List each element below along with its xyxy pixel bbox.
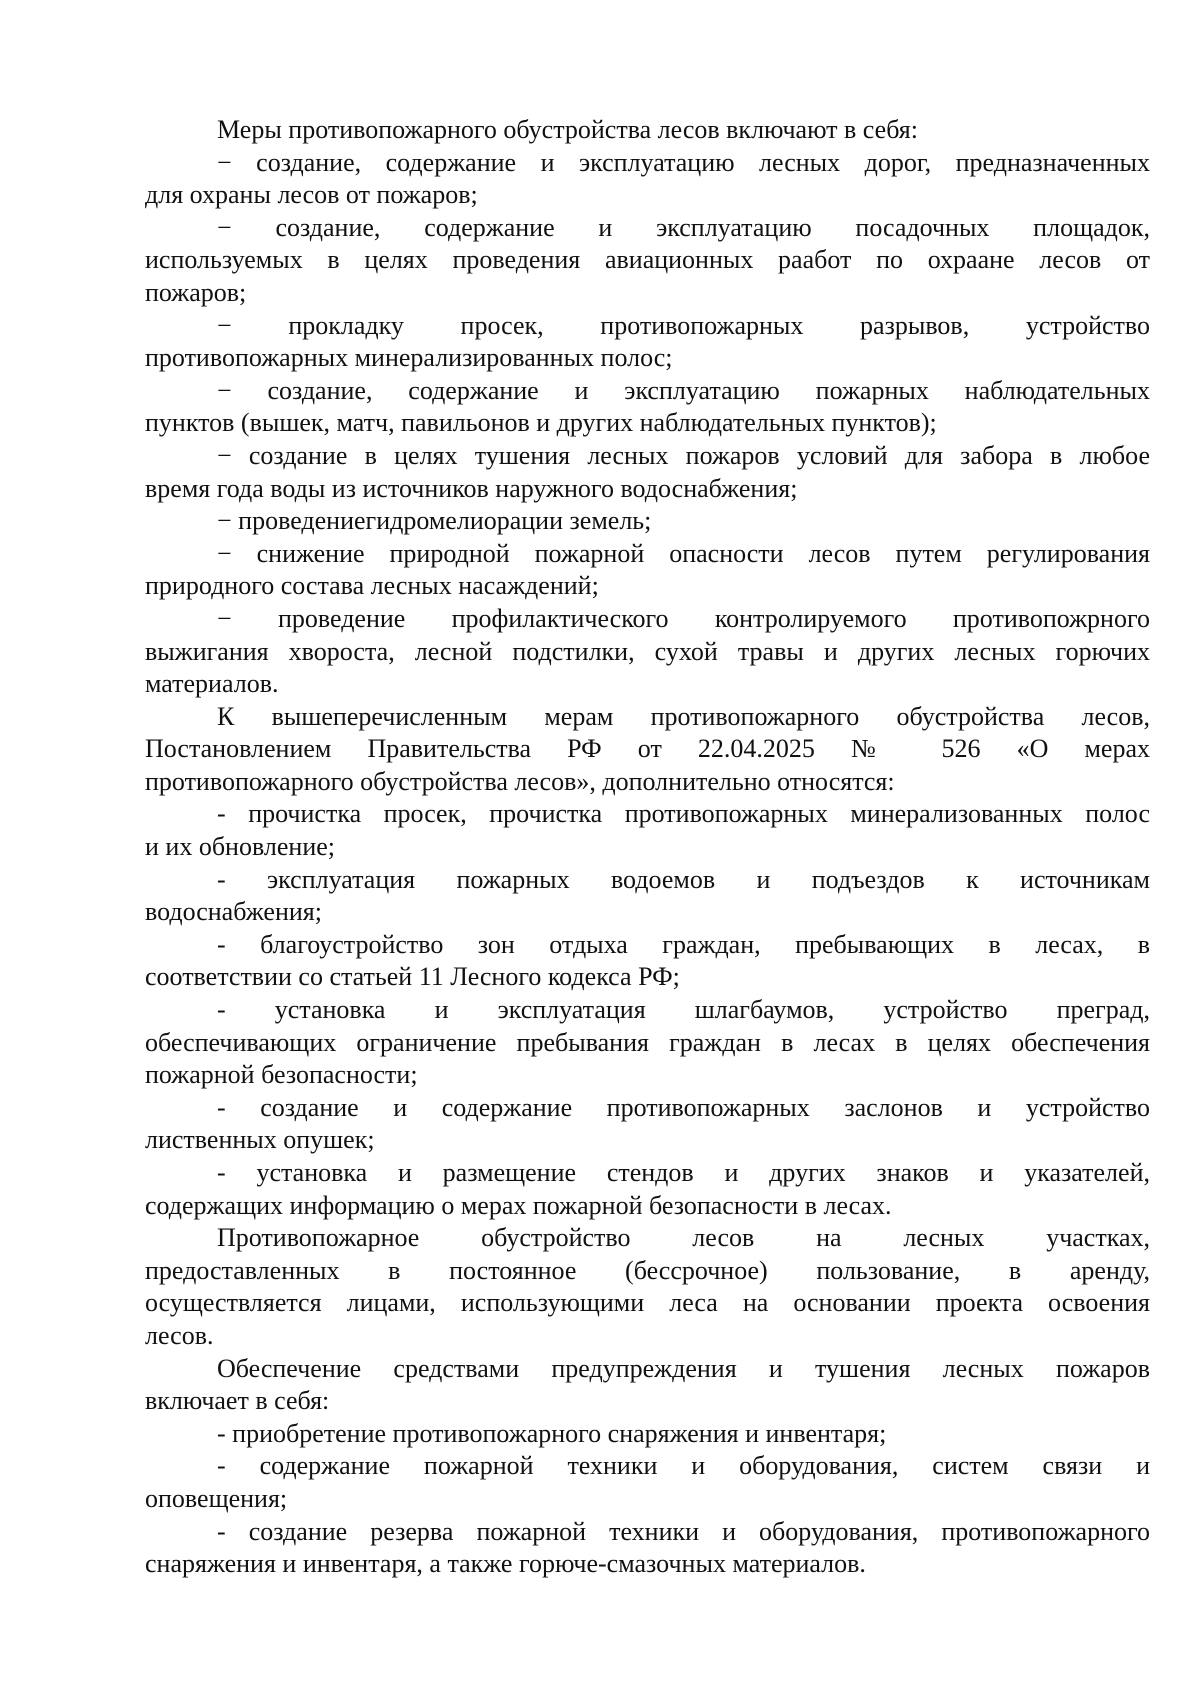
text-line: Обеспечение средствами предупреждения и тушения лесных пожаров bbox=[217, 1353, 1150, 1383]
text-line: - создание и содержание противопожарных заслонов и устройство bbox=[217, 1092, 1150, 1122]
text-line: пожаров; bbox=[145, 277, 247, 307]
text-line: для охраны лесов от пожаров; bbox=[145, 180, 478, 210]
text-line: время года воды из источников наружного водоснабжения; bbox=[145, 473, 798, 503]
text-line: Постановлением Правительства РФ от 22.04.2025 № 526 «О мерах bbox=[145, 734, 1150, 764]
text-line: - благоустройство зон отдыха граждан, пребывающих в лесах, в bbox=[217, 929, 1150, 959]
document-body bbox=[145, 114, 1150, 1581]
text-line: обеспечивающих ограничение пребывания граждан в лесах в целях обеспечения bbox=[145, 1027, 1150, 1057]
text-line: - создание резерва пожарной техники и оборудования, противопожарного bbox=[217, 1516, 1150, 1546]
text-line: - установка и эксплуатация шлагбаумов, устройство преград, bbox=[217, 995, 1150, 1025]
text-line: - содержание пожарной техники и оборудования, систем связи и bbox=[217, 1451, 1150, 1481]
text-line: − создание, содержание и эксплуатацию лесных дорог, предназначенных bbox=[217, 147, 1150, 177]
text-line: лиственных опушек; bbox=[145, 1125, 375, 1155]
text-line: соответствии со статьей 11 Лесного кодекса РФ; bbox=[145, 962, 680, 992]
text-line: осуществляется лицами, использующими леса на основании проекта освоения bbox=[145, 1288, 1150, 1318]
text-line: пунктов (вышек, матч, павильонов и других наблюдательных пунктов); bbox=[145, 408, 937, 438]
text-line: используемых в целях проведения авиационных раабот по охраане лесов от bbox=[145, 245, 1150, 275]
text-line: снаряжения и инвентаря, а также горюче-смазочных материалов. bbox=[145, 1549, 866, 1579]
text-line: противопожарных минерализированных полос; bbox=[145, 343, 673, 373]
text-line: К вышеперечисленным мерам противопожарного обустройства лесов, bbox=[217, 701, 1150, 731]
text-line: - установка и размещение стендов и других знаков и указателей, bbox=[217, 1158, 1150, 1187]
text-line: предоставленных в постоянное (бессрочное) пользование, в аренду, bbox=[145, 1255, 1150, 1285]
text-line: − проведение профилактического контролируемого противопожрного bbox=[217, 603, 1150, 633]
text-line: - эксплуатация пожарных водоемов и подъездов к источникам bbox=[217, 864, 1150, 894]
text-line: включает в себя: bbox=[145, 1386, 330, 1416]
text-line: − прокладку просек, противопожарных разрывов, устройство bbox=[217, 310, 1150, 340]
text-line: пожарной безопасности; bbox=[145, 1060, 418, 1090]
text-line: − создание в целях тушения лесных пожаров условий для забора в любое bbox=[217, 440, 1150, 470]
text-line: - прочистка просек, прочистка противопожарных минерализованных полос bbox=[217, 799, 1150, 829]
text-line: − создание, содержание и эксплуатацию посадочных площадок, bbox=[217, 212, 1150, 242]
text-line: материалов. bbox=[145, 669, 279, 699]
text-line: Меры противопожарного обустройства лесов включают в себя: bbox=[217, 115, 918, 144]
text-line: − снижение природной пожарной опасности лесов путем регулирования bbox=[217, 538, 1150, 568]
text-line: природного состава лесных насаждений; bbox=[145, 571, 599, 601]
text-line: лесов. bbox=[145, 1320, 214, 1350]
text-line: противопожарного обустройства лесов», дополнительно относятся: bbox=[145, 766, 895, 796]
text-line: содержащих информацию о мерах пожарной безопасности в лесах. bbox=[145, 1190, 892, 1220]
text-line: водоснабжения; bbox=[145, 897, 322, 927]
text-line: Противопожарное обустройство лесов на лесных участках, bbox=[217, 1223, 1150, 1253]
text-line: оповещения; bbox=[145, 1483, 288, 1513]
text-line: выжигания хвороста, лесной подстилки, сухой травы и других лесных горючих bbox=[145, 636, 1150, 666]
text-line: и их обновление; bbox=[145, 832, 336, 862]
text-line: − проведениегидромелиорации земель; bbox=[217, 506, 652, 536]
text-line: − создание, содержание и эксплуатацию пожарных наблюдательных bbox=[217, 375, 1150, 405]
text-line: - приобретение противопожарного снаряжения и инвентаря; bbox=[217, 1418, 887, 1448]
